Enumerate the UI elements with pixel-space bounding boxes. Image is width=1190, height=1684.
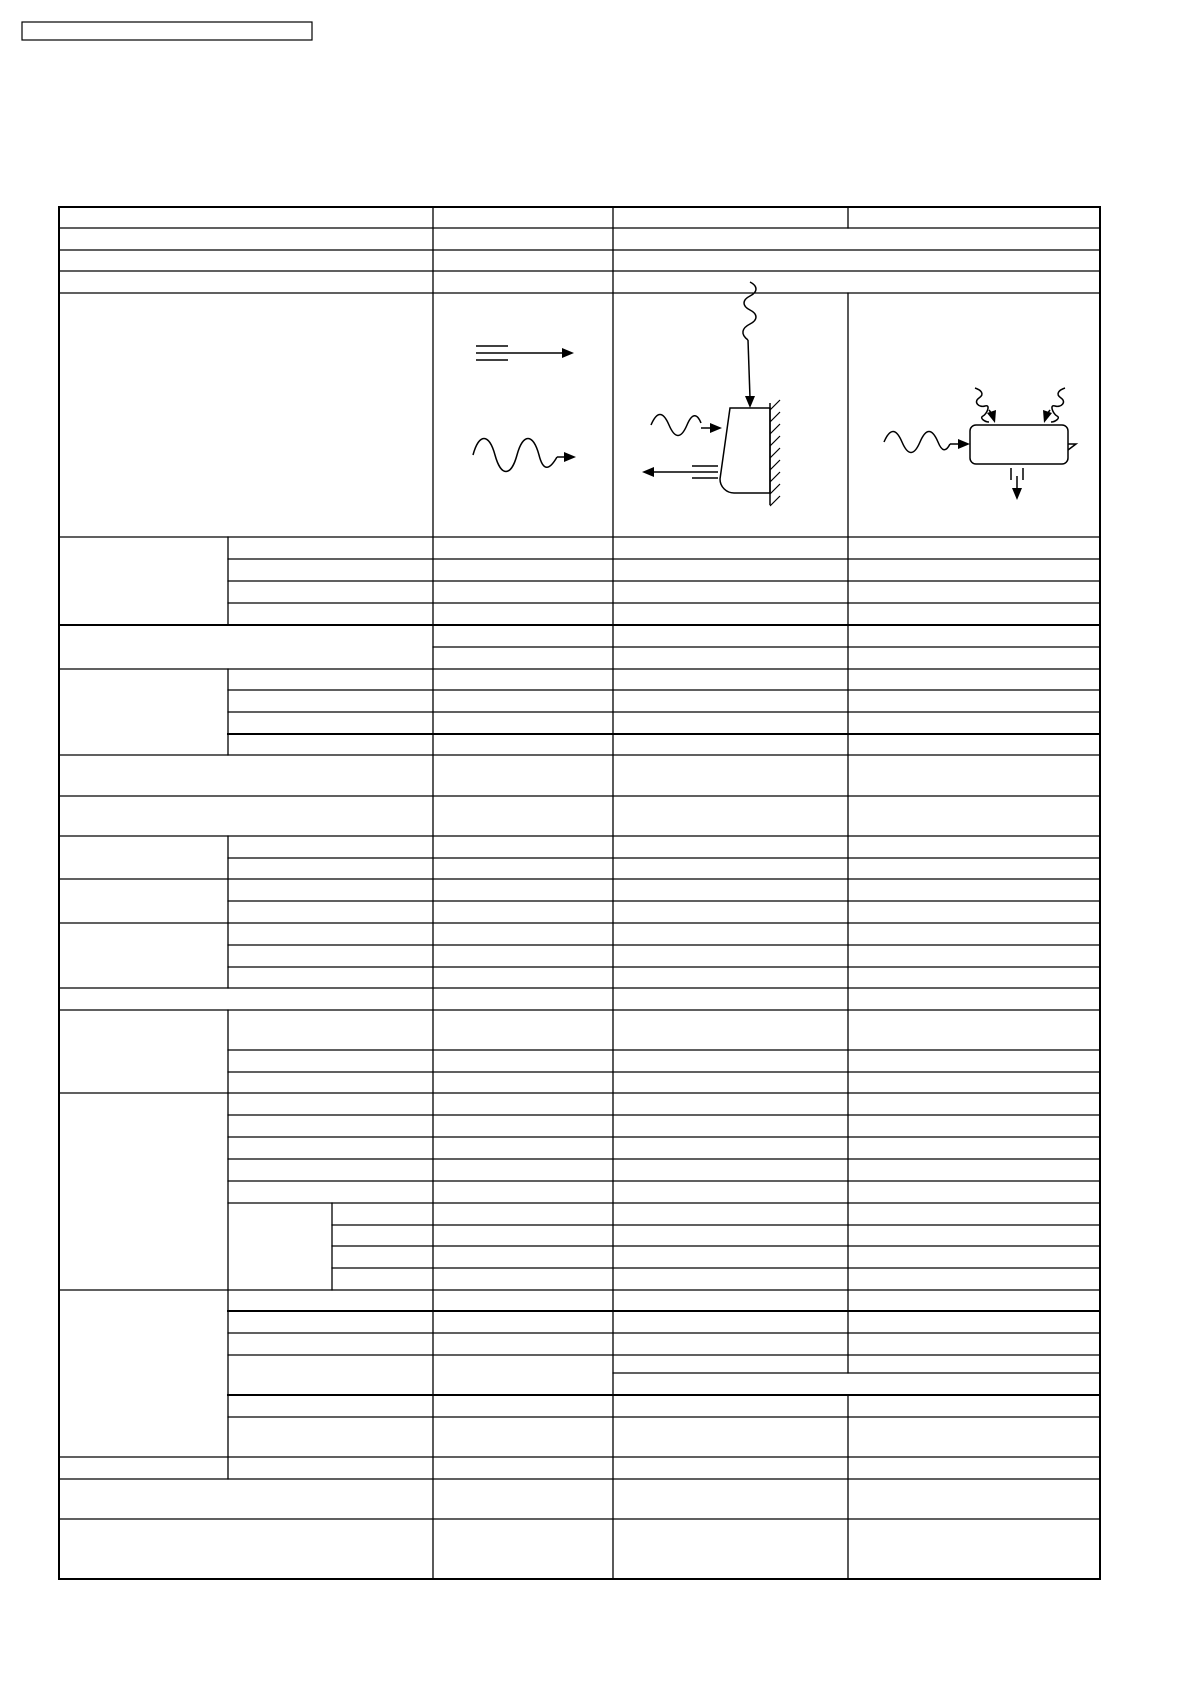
wall-hatching-icon [770, 400, 780, 506]
header-label-box [22, 22, 312, 40]
indoor-unit-wall-mounted-icon [642, 282, 780, 506]
specification-table [59, 207, 1100, 1579]
airflow-and-sound-wave-icon [473, 346, 576, 472]
outdoor-unit-icon [884, 388, 1076, 500]
